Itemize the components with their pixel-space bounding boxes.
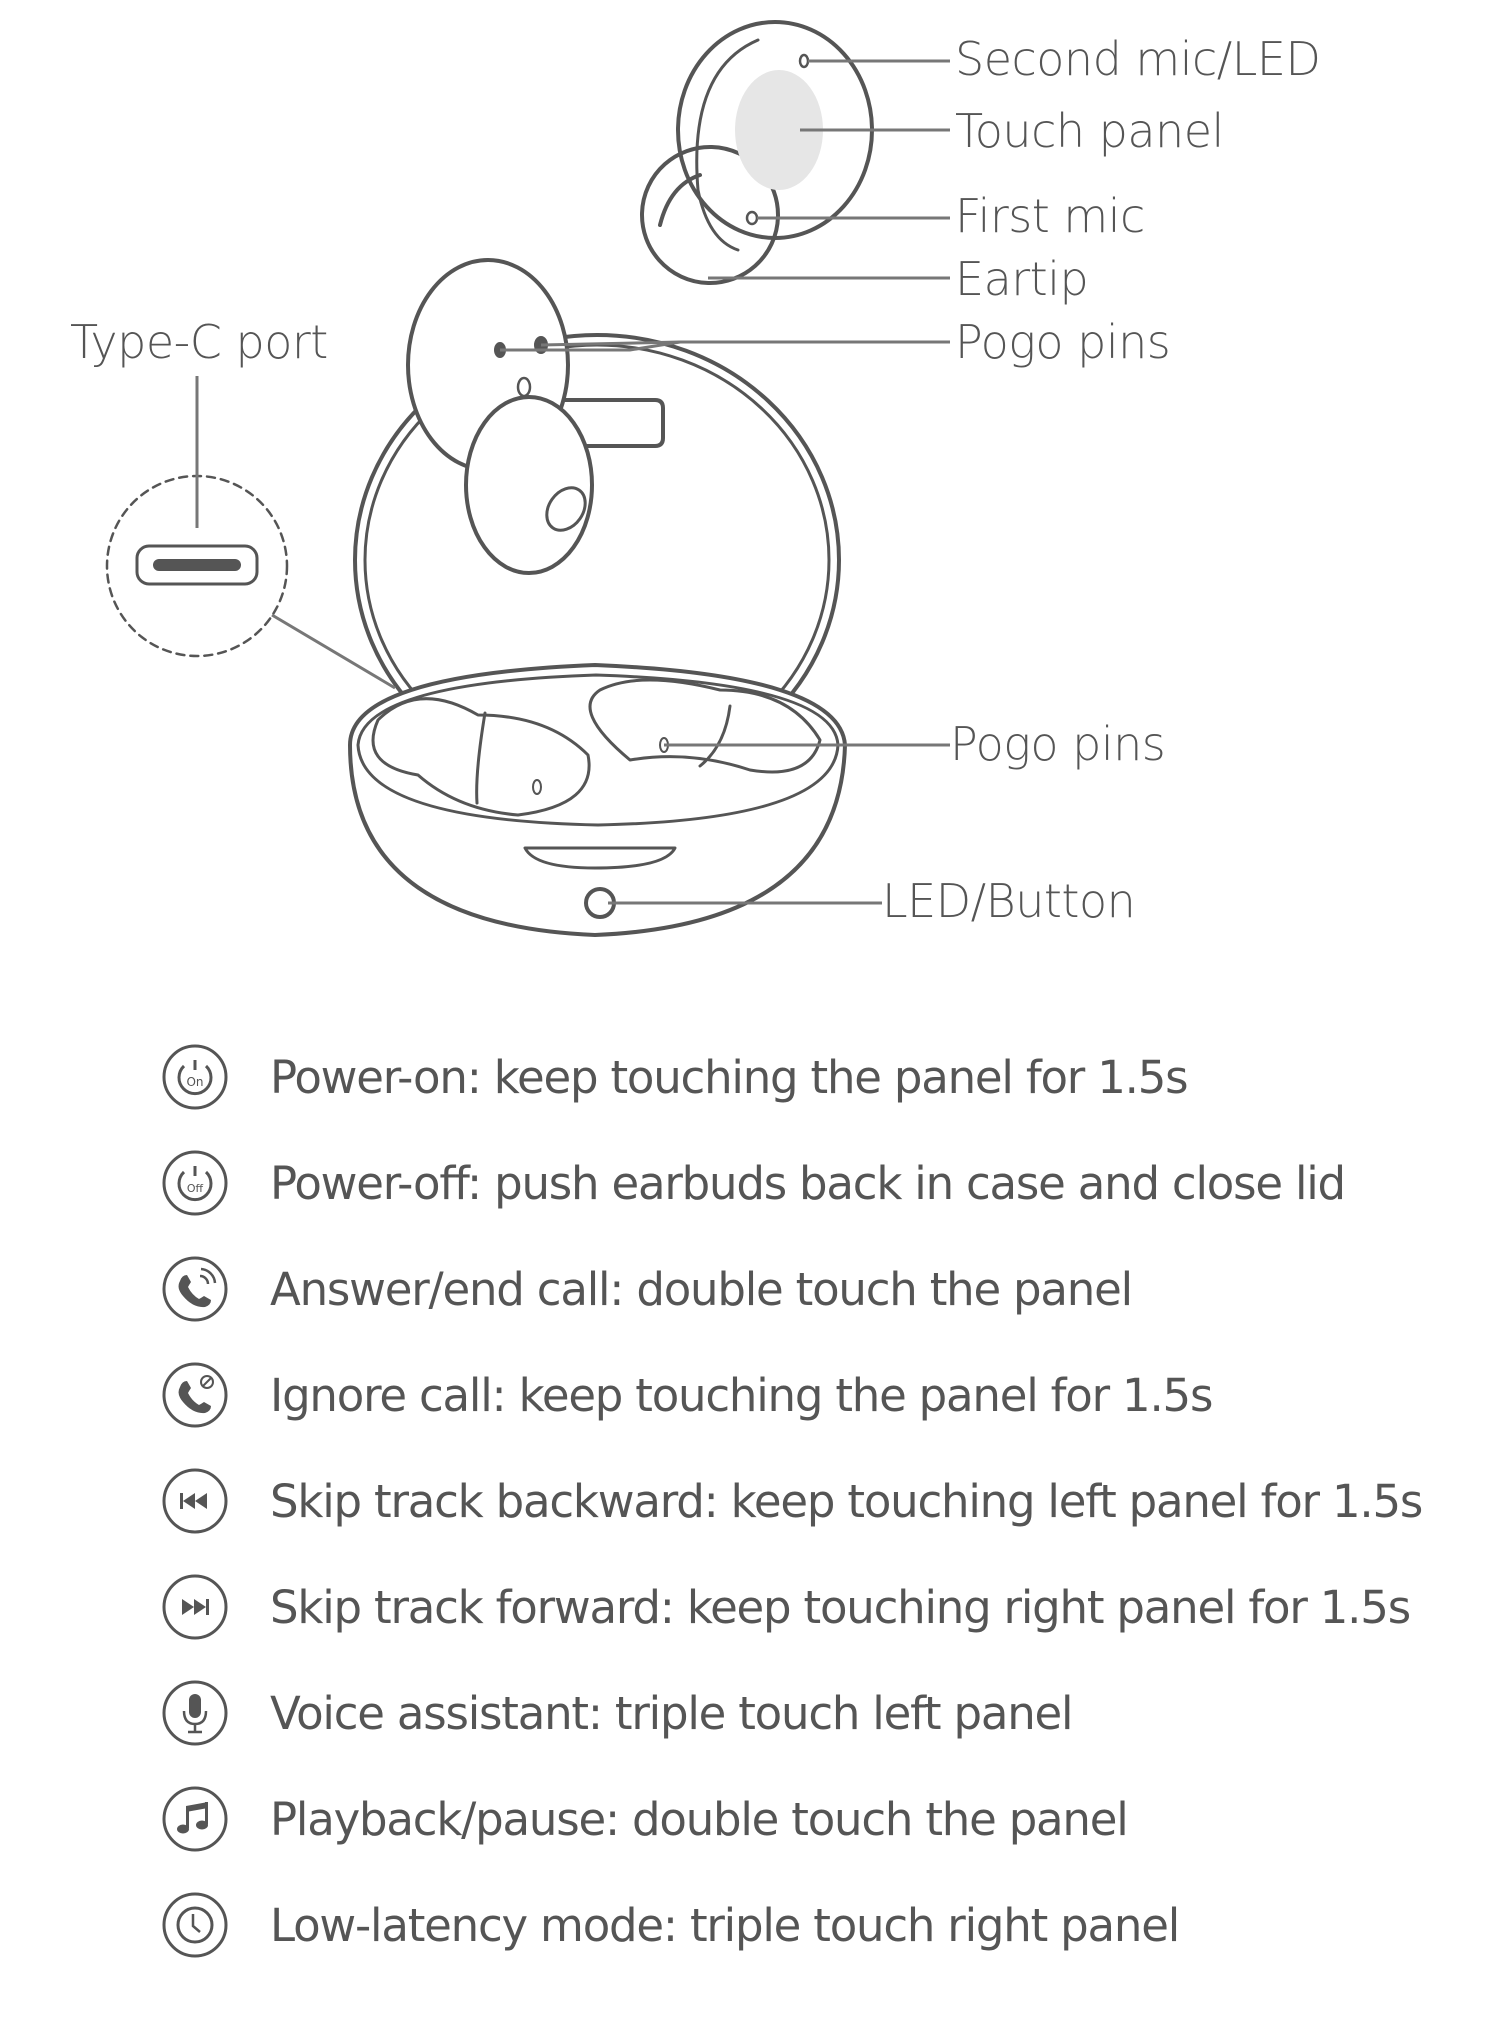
control-row-power-off [160,1143,1345,1223]
control-row-playback [160,1779,1128,1859]
callout-eartip: Eartip [955,252,1089,306]
skip-forward-icon [160,1572,230,1642]
control-row-skip-backward [160,1461,1422,1541]
skip-backward-icon [160,1466,230,1536]
power-off-icon [160,1148,230,1218]
callout-pogo-pins-earbud: Pogo pins [955,315,1171,369]
earbud-right-illustration [623,22,872,302]
control-text: Skip track backward: keep touching left panel for 1.5s [270,1474,1423,1528]
case-base-illustration [350,665,845,935]
control-text: Voice assistant: triple touch left panel [270,1686,1073,1740]
control-text: Power-off: push earbuds back in case and close lid [270,1156,1345,1210]
control-row-low-latency [160,1885,1179,1965]
control-text: Ignore call: keep touching the panel for 1.5s [270,1368,1213,1422]
microphone-icon [160,1678,230,1748]
earbud-left-illustration [408,260,593,573]
callout-led-button: LED/Button [882,874,1136,928]
callout-type-c-port: Type-C port [70,315,328,369]
callout-touch-panel: Touch panel [955,104,1224,158]
earbuds-diagram [0,0,1509,980]
ignore-call-icon [160,1360,230,1430]
answer-call-icon [160,1254,230,1324]
control-text: Power-on: keep touching the panel for 1.5s [270,1050,1188,1104]
control-row-answer-call [160,1249,1132,1329]
control-text: Skip track forward: keep touching right panel for 1.5s [270,1580,1410,1634]
earbuds-case-illustration [0,0,1509,980]
control-row-skip-forward [160,1567,1410,1647]
callout-second-mic-led: Second mic/LED [955,32,1321,86]
control-row-ignore-call [160,1355,1212,1435]
power-on-icon [160,1042,230,1112]
svg-text:On: On [186,1075,204,1089]
clock-icon [160,1890,230,1960]
music-note-icon [160,1784,230,1854]
callout-first-mic: First mic [955,189,1145,243]
control-row-power-on [160,1037,1187,1117]
control-text: Playback/pause: double touch the panel [270,1792,1128,1846]
control-text: Low-latency mode: triple touch right panel [270,1898,1179,1952]
callout-pogo-pins-case: Pogo pins [950,717,1166,771]
control-text: Answer/end call: double touch the panel [270,1262,1132,1316]
control-row-voice-assistant [160,1673,1072,1753]
svg-text:Off: Off [186,1182,204,1195]
